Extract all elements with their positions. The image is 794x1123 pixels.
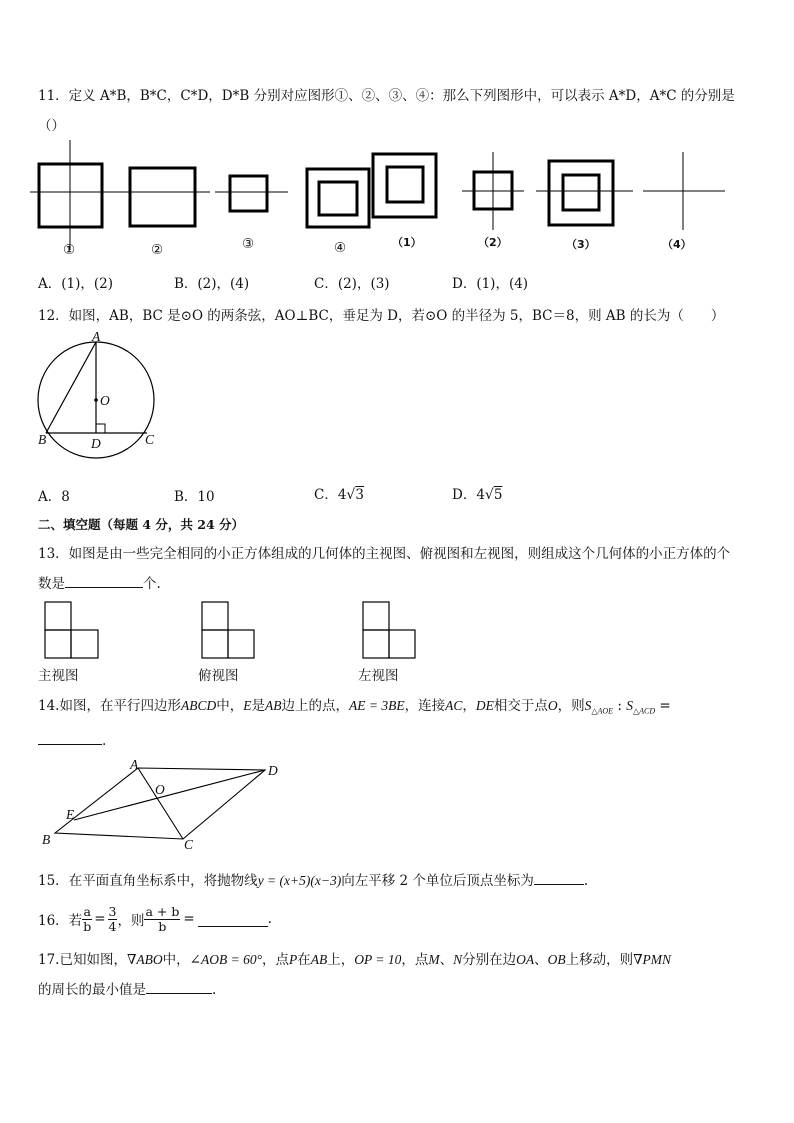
q13-answer-blank [65,573,143,588]
q14-answer-line: . [38,730,106,749]
q14-point-a: A [130,757,139,772]
q14-point-o: O [155,782,165,797]
q12-option-d: D．4√5 [452,487,503,503]
q12-point-a: A [92,329,101,344]
q12-point-b: B [38,432,47,447]
q12-stem: 12．如图，AB，BC 是⊙O 的两条弦，AO⊥BC，垂足为 D，若⊙O 的半径为 5，BC＝8，则 AB 的长为（ ） [38,308,725,324]
q15-answer-blank [534,870,584,885]
q13-label-front: 主视图 [38,668,79,684]
q16-fraction-ab-b: $\frac{a + b}{b}$ [145,903,180,934]
q17-stem-line1: 17.已知如图，∇ABO中，∠AOB = 60°，点P在AB上，OP = 10，点M、N分别在边OA、OB上移动，则∇PMN [38,952,672,968]
q14-point-e: E [66,807,75,822]
q11-option-c: C．(2)，(3) [314,276,390,292]
q11-stem-line2: （） [38,118,65,134]
ans-label-1: （1） [392,236,422,249]
q16-fraction-a-b: $\frac{a}{b}$ [83,903,92,934]
q14-stem: 14.如图，在平行四边形ABCD中，E是AB边上的点，AE = 3BE，连接AC，DE相交于点O，则$S_{\triangle AOE}$ : $S_{\triangle ACD}$ = [38,698,671,716]
q12-point-o: O [100,393,110,408]
q16-fraction-3-4: $\frac{3}{4}$ [108,903,117,934]
q13-stem-line1: 13．如图是由一些完全相同的小正方体组成的几何体的主视图、俯视图和左视图，则组成这个几何体的小正方体的个 [38,546,731,562]
section-heading: 二、填空题（每题 4 分，共 24 分） [38,517,245,532]
q16-answer-blank [198,912,268,927]
ans-label-2: （2） [478,236,508,249]
q13-label-top: 俯视图 [198,668,239,684]
fig-label-2: ② [151,242,164,258]
q14-parallelogram-figure [0,755,794,855]
q13-stem-line2: 数是 个. [38,572,161,592]
fig-label-4: ④ [334,240,347,256]
q16-stem: 16．若 $\frac{a}{b}$ = $\frac{3}{4}$ ，则 $\frac{a + b}{b}$ = . [38,903,272,934]
fig-label-3: ③ [242,236,255,252]
q14-answer-blank [38,730,102,745]
q13-three-views [0,600,794,670]
q13-label-left: 左视图 [358,668,399,684]
ans-label-4: （4） [662,238,692,251]
q11-option-b: B．(2)，(4) [174,276,250,292]
q11-figures [0,140,794,280]
q12-point-d: D [91,436,101,451]
q15-stem: 15．在平面直角坐标系中，将抛物线y = (x+5)(x−3)向左平移 2 个单位后顶点坐标为 . [38,869,588,889]
q11-stem-line1: 11．定义 A*B，B*C，C*D，D*B 分别对应图形①、②、③、④：那么下列图形中，可以表示 A*D，A*C 的分别是 [38,88,735,104]
q11-option-d: D．(1)，(4) [452,276,529,292]
fig-label-1: ① [63,242,76,258]
q12-point-c: C [145,432,155,447]
q14-point-c: C [184,837,194,852]
q14-point-d: D [268,763,278,778]
q17-answer-blank [146,979,212,994]
q12-option-c: C．4√3 [314,487,364,503]
q17-stem-line2: 的周长的最小值是 . [38,978,216,998]
ans-label-3: （3） [566,238,596,251]
q12-option-a: A．8 [38,489,70,505]
q12-option-b: B．10 [174,489,215,505]
q14-point-b: B [42,832,51,847]
q11-option-a: A．(1)，(2) [38,276,113,292]
